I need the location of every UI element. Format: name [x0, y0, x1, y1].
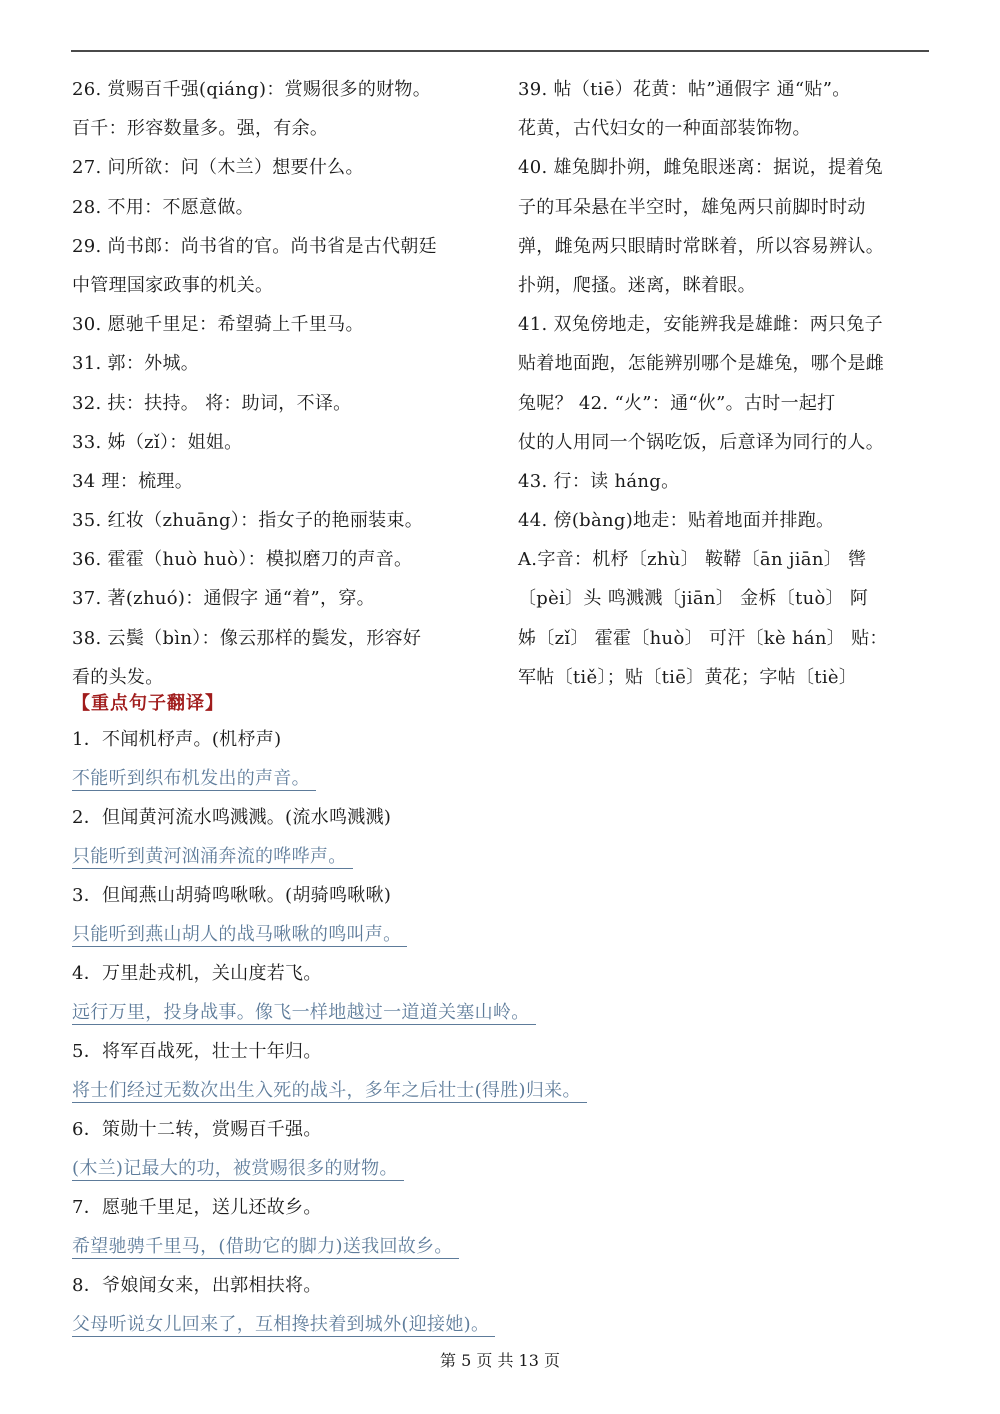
note-line: 41. 双兔傍地走，安能辨我是雄雌：两只兔子 — [518, 314, 883, 336]
note-line: 37. 著(zhuó)：通假字 通“着”，穿。 — [72, 588, 375, 610]
note-line: 31. 郭：外城。 — [72, 353, 200, 375]
note-line: 44. 傍(bàng)地走：贴着地面并排跑。 — [518, 510, 835, 532]
note-line: 扑朔，爬搔。迷离，眯着眼。 — [518, 274, 756, 296]
translation-text: 只能听到黄河汹涌奔流的哗哗声。 — [72, 846, 353, 869]
note-line: 贴着地面跑，怎能辨别哪个是雄兔，哪个是雌 — [518, 353, 884, 375]
translation-text: 不能听到织布机发出的声音。 — [72, 768, 316, 791]
note-line: 36. 霍霍（huò huò）：模拟磨刀的声音。 — [72, 549, 413, 571]
translation-text: 远行万里，投身战事。像飞一样地越过一道道关塞山岭。 — [72, 1002, 536, 1025]
translation-line — [72, 993, 932, 1032]
key-sentence-translation-section — [72, 688, 932, 1344]
source-sentence: 5．将军百战死，壮士十年归。 — [72, 1041, 322, 1062]
translation-line — [72, 1071, 932, 1110]
note-line: 28. 不用：不愿意做。 — [72, 196, 254, 218]
note-line: 26. 赏赐百千强(qiáng)：赏赐很多的财物。 — [72, 79, 432, 100]
section-heading: 【重点句子翻译】 — [72, 693, 224, 714]
page-number-footer: 第 5 页 共 13 页 — [440, 1351, 560, 1370]
note-line: 39. 帖（tiē）花黄：帖”通假字 通“贴”。 — [518, 79, 851, 100]
note-line: 30. 愿驰千里足：希望骑上千里马。 — [72, 314, 364, 336]
note-line: 32. 扶：扶持。 将：助词，不译。 — [72, 392, 352, 414]
source-sentence: 6．策勋十二转，赏赐百千强。 — [72, 1119, 322, 1140]
header-rule — [71, 50, 929, 52]
note-line: 38. 云鬓（bìn）：像云那样的鬓发，形容好 — [72, 627, 422, 649]
pronunciation-line: 姊〔zǐ〕 霍霍〔huò〕 可汗〔kè hán〕 贴： — [518, 627, 888, 649]
translation-line — [72, 1227, 932, 1266]
pronunciation-line: A.字音：机杼〔zhù〕 鞍鞯〔ān jiān〕 辔 — [518, 549, 867, 571]
left-column-notes — [72, 70, 492, 697]
source-sentence: 2．但闻黄河流水鸣溅溅。(流水鸣溅溅) — [72, 807, 392, 828]
note-line: 花黄，古代妇女的一种面部装饰物。 — [518, 118, 811, 140]
translation-text: 希望驰骋千里马，(借助它的脚力)送我回故乡。 — [72, 1236, 459, 1259]
translation-text: (木兰)记最大的功，被赏赐很多的财物。 — [72, 1158, 404, 1181]
translation-line — [72, 759, 932, 798]
note-line: 43. 行：读 háng。 — [518, 470, 680, 492]
translation-line — [72, 1149, 932, 1188]
source-sentence: 8．爷娘闻女来，出郭相扶将。 — [72, 1275, 322, 1296]
source-sentence: 4．万里赴戎机，关山度若飞。 — [72, 963, 322, 984]
pronunciation-line: 军帖〔tiě〕；贴〔tiē〕黄花；字帖〔tiè〕 — [518, 666, 858, 688]
note-line: 34 理：梳理。 — [72, 470, 194, 492]
source-sentence: 1．不闻机杼声。(机杼声) — [72, 729, 282, 750]
right-column-notes — [518, 70, 930, 697]
translation-text: 父母听说女儿回来了，互相搀扶着到城外(迎接她)。 — [72, 1314, 495, 1337]
note-line: 子的耳朵悬在半空时，雄兔两只前脚时时动 — [518, 196, 866, 218]
note-line: 百千：形容数量多。强，有余。 — [72, 118, 329, 140]
note-line: 35. 红妆（zhuāng）：指女子的艳丽装束。 — [72, 510, 424, 532]
source-sentence: 3．但闻燕山胡骑鸣啾啾。(胡骑鸣啾啾) — [72, 885, 392, 906]
note-line: 40. 雄兔脚扑朔，雌兔眼迷离：据说，提着兔 — [518, 157, 883, 179]
note-line: 29. 尚书郎：尚书省的官。尚书省是古代朝廷 — [72, 235, 437, 257]
note-line: 27. 问所欲：问（木兰）想要什么。 — [72, 157, 364, 179]
note-line: 33. 姊（zǐ）：姐姐。 — [72, 431, 243, 453]
note-line: 兔呢？ 42. “火”：通“伙”。古时一起打 — [518, 392, 836, 414]
pronunciation-line: 〔pèi〕头 鸣溅溅〔jiān〕 金柝〔tuò〕 阿 — [518, 588, 869, 610]
source-sentence: 7．愿驰千里足，送儿还故乡。 — [72, 1197, 322, 1218]
note-line: 弹，雌兔两只眼睛时常眯着，所以容易辨认。 — [518, 235, 884, 257]
translation-text: 将士们经过无数次出生入死的战斗，多年之后壮士(得胜)归来。 — [72, 1080, 587, 1103]
translation-line — [72, 915, 932, 954]
note-line: 仗的人用同一个锅吃饭，后意译为同行的人。 — [518, 431, 884, 453]
translation-line — [72, 837, 932, 876]
note-line: 看的头发。 — [72, 666, 164, 688]
translation-text: 只能听到燕山胡人的战马啾啾的鸣叫声。 — [72, 924, 407, 947]
translation-line — [72, 1305, 932, 1344]
note-line: 中管理国家政事的机关。 — [72, 274, 274, 296]
